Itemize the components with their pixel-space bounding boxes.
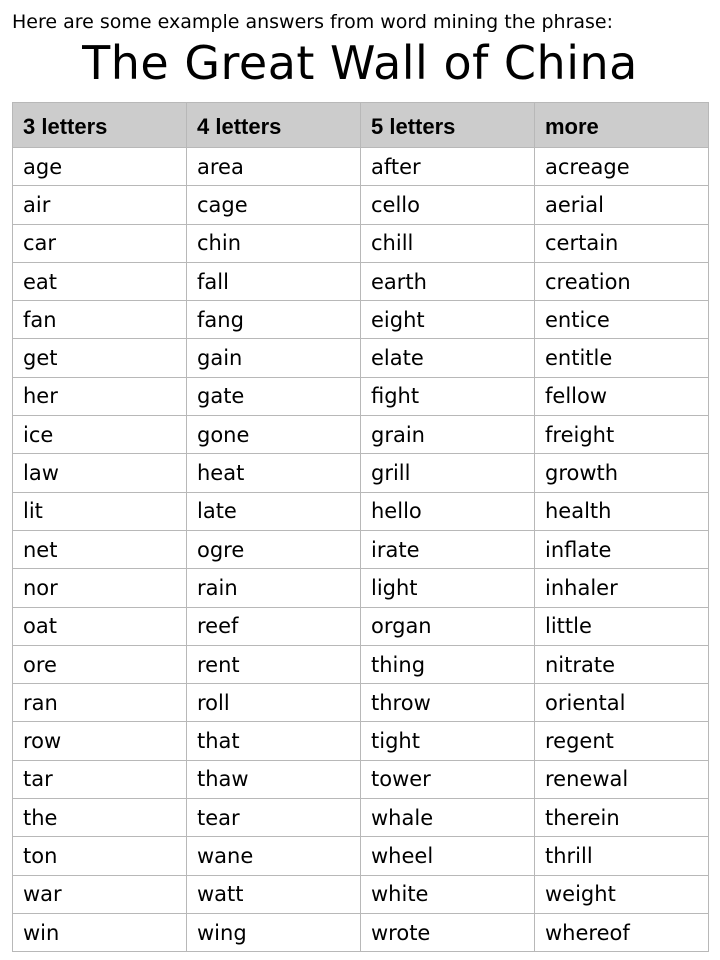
word-more-letters: entitle xyxy=(535,339,709,377)
word-more-letters: entice xyxy=(535,301,709,339)
word-4-letters: fall xyxy=(187,262,361,300)
table-row xyxy=(13,454,709,492)
word-5-letters: after xyxy=(361,148,535,186)
word-3-letters: ice xyxy=(13,416,187,454)
table-row xyxy=(13,339,709,377)
table-row xyxy=(13,645,709,683)
table-row xyxy=(13,377,709,415)
word-4-letters: fang xyxy=(187,301,361,339)
word-4-letters: chin xyxy=(187,224,361,262)
table-row xyxy=(13,875,709,913)
word-more-letters: oriental xyxy=(535,684,709,722)
word-3-letters: tar xyxy=(13,760,187,798)
table-row xyxy=(13,913,709,951)
word-3-letters: ore xyxy=(13,645,187,683)
word-more-letters: growth xyxy=(535,454,709,492)
table-row xyxy=(13,492,709,530)
table-row xyxy=(13,416,709,454)
word-4-letters: watt xyxy=(187,875,361,913)
word-5-letters: thing xyxy=(361,645,535,683)
word-5-letters: fight xyxy=(361,377,535,415)
word-5-letters: grain xyxy=(361,416,535,454)
table-row xyxy=(13,722,709,760)
word-more-letters: freight xyxy=(535,416,709,454)
word-3-letters: law xyxy=(13,454,187,492)
column-header-5-letters: 5 letters xyxy=(361,103,535,148)
word-5-letters: tower xyxy=(361,760,535,798)
word-4-letters: wane xyxy=(187,837,361,875)
word-3-letters: the xyxy=(13,799,187,837)
word-5-letters: earth xyxy=(361,262,535,300)
word-mining-table xyxy=(12,102,709,952)
intro-text: Here are some example answers from word mining the phrase: xyxy=(12,11,614,33)
word-more-letters: inflate xyxy=(535,530,709,568)
word-3-letters: oat xyxy=(13,607,187,645)
column-header-3-letters: 3 letters xyxy=(13,103,187,148)
word-4-letters: roll xyxy=(187,684,361,722)
word-more-letters: weight xyxy=(535,875,709,913)
table-row xyxy=(13,530,709,568)
word-5-letters: eight xyxy=(361,301,535,339)
word-5-letters: whale xyxy=(361,799,535,837)
word-4-letters: rain xyxy=(187,569,361,607)
table-row xyxy=(13,760,709,798)
word-4-letters: that xyxy=(187,722,361,760)
word-3-letters: ran xyxy=(13,684,187,722)
word-more-letters: creation xyxy=(535,262,709,300)
word-4-letters: gain xyxy=(187,339,361,377)
phrase-title: The Great Wall of China xyxy=(82,36,638,90)
word-4-letters: thaw xyxy=(187,760,361,798)
word-more-letters: acreage xyxy=(535,148,709,186)
word-4-letters: rent xyxy=(187,645,361,683)
word-3-letters: net xyxy=(13,530,187,568)
word-3-letters: row xyxy=(13,722,187,760)
word-more-letters: whereof xyxy=(535,913,709,951)
word-3-letters: fan xyxy=(13,301,187,339)
table-header xyxy=(13,103,709,148)
table-row xyxy=(13,569,709,607)
word-4-letters: reef xyxy=(187,607,361,645)
table-body xyxy=(13,148,709,952)
word-4-letters: area xyxy=(187,148,361,186)
word-more-letters: inhaler xyxy=(535,569,709,607)
word-5-letters: wheel xyxy=(361,837,535,875)
word-5-letters: irate xyxy=(361,530,535,568)
word-more-letters: nitrate xyxy=(535,645,709,683)
column-header-4-letters: 4 letters xyxy=(187,103,361,148)
word-4-letters: wing xyxy=(187,913,361,951)
word-4-letters: tear xyxy=(187,799,361,837)
word-3-letters: war xyxy=(13,875,187,913)
table-row xyxy=(13,799,709,837)
word-3-letters: her xyxy=(13,377,187,415)
word-4-letters: gate xyxy=(187,377,361,415)
word-3-letters: air xyxy=(13,186,187,224)
word-3-letters: win xyxy=(13,913,187,951)
word-5-letters: chill xyxy=(361,224,535,262)
table-row xyxy=(13,224,709,262)
word-3-letters: get xyxy=(13,339,187,377)
word-3-letters: lit xyxy=(13,492,187,530)
word-5-letters: cello xyxy=(361,186,535,224)
table-row xyxy=(13,837,709,875)
column-header-more: more xyxy=(535,103,709,148)
word-4-letters: cage xyxy=(187,186,361,224)
word-5-letters: throw xyxy=(361,684,535,722)
table-row xyxy=(13,684,709,722)
word-3-letters: ton xyxy=(13,837,187,875)
word-more-letters: aerial xyxy=(535,186,709,224)
word-more-letters: fellow xyxy=(535,377,709,415)
word-5-letters: tight xyxy=(361,722,535,760)
word-4-letters: gone xyxy=(187,416,361,454)
word-5-letters: organ xyxy=(361,607,535,645)
word-3-letters: car xyxy=(13,224,187,262)
table-row xyxy=(13,148,709,186)
word-more-letters: little xyxy=(535,607,709,645)
word-5-letters: light xyxy=(361,569,535,607)
word-more-letters: therein xyxy=(535,799,709,837)
word-more-letters: thrill xyxy=(535,837,709,875)
word-5-letters: white xyxy=(361,875,535,913)
word-5-letters: hello xyxy=(361,492,535,530)
word-3-letters: eat xyxy=(13,262,187,300)
table-row xyxy=(13,262,709,300)
word-4-letters: ogre xyxy=(187,530,361,568)
word-more-letters: renewal xyxy=(535,760,709,798)
word-5-letters: grill xyxy=(361,454,535,492)
header-row xyxy=(13,103,709,148)
word-3-letters: age xyxy=(13,148,187,186)
word-more-letters: regent xyxy=(535,722,709,760)
word-5-letters: elate xyxy=(361,339,535,377)
word-4-letters: heat xyxy=(187,454,361,492)
word-5-letters: wrote xyxy=(361,913,535,951)
word-4-letters: late xyxy=(187,492,361,530)
word-more-letters: health xyxy=(535,492,709,530)
word-more-letters: certain xyxy=(535,224,709,262)
table-row xyxy=(13,186,709,224)
table-row xyxy=(13,301,709,339)
table-row xyxy=(13,607,709,645)
word-3-letters: nor xyxy=(13,569,187,607)
